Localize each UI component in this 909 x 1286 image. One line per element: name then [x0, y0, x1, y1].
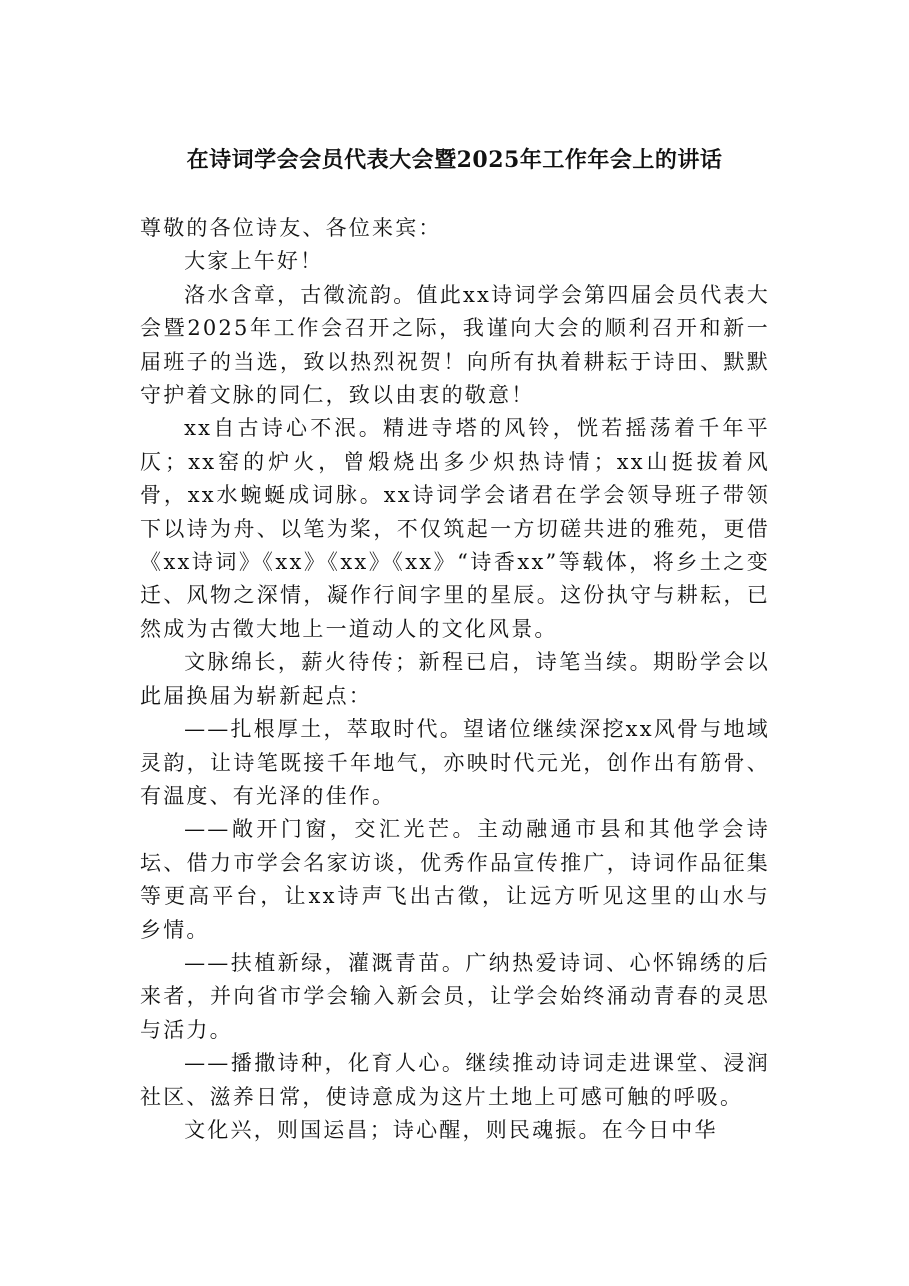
paragraph-point-newcomers: ——扶植新绿，灌溉青苗。广纳热爱诗词、心怀锦绣的后来者，并向省市学会输入新会员，让学会始终涌动青春的灵思与活力。	[140, 950, 770, 1042]
paragraph-closing: 文化兴，则国运昌；诗心醒，则民魂振。在今日中华	[184, 1117, 718, 1142]
paragraph-point-roots: ——扎根厚土，萃取时代。望诸位继续深挖xx风骨与地域灵韵，让诗笔既接千年地气，亦映时代元光，创作出有筋骨、有温度、有光泽的佳作。	[140, 717, 770, 808]
document-body	[140, 212, 770, 1147]
paragraph-point-openness: ——敞开门窗，交汇光芒。主动融通市县和其他学会诗坛、借力市学会名家访谈，优秀作品宣传推广，诗词作品征集等更高平台，让xx诗声飞出古徵，让远方听见这里的山水与乡情。	[140, 817, 770, 942]
paragraph-history: xx自古诗心不泯。精进寺塔的风铃，恍若摇荡着千年平仄；xx窑的炉火，曾煅烧出多少炽热诗情；xx山挺拔着风骨，xx水蜿蜒成词脉。xx诗词学会诸君在学会领导班子带领下以诗为舟、以笔为桨，不仅筑起一方切磋共进的雅苑，更借《xx诗词》《xx》《xx》《xx》“诗香xx”等载体，将乡土之变迁、风物之深情，凝作行间字里的星辰。这份执守与耕耘，已然成为古徵大地上一道动人的文化风景。	[140, 416, 770, 641]
paragraph-point-education: ——播撒诗种，化育人心。继续推动诗词走进课堂、浸润社区、滋养日常，使诗意成为这片土地上可感可触的呼吸。	[140, 1051, 770, 1109]
document-title: 在诗词学会会员代表大会暨2025年工作年会上的讲话	[186, 147, 723, 173]
salutation: 尊敬的各位诗友、各位来宾：	[140, 216, 442, 240]
paragraph-expectation: 文脉绵长，薪火待传；新程已启，诗笔当续。期盼学会以此届换届为崭新起点：	[140, 650, 770, 708]
paragraph-greeting: 大家上午好！	[184, 249, 324, 274]
paragraph-congratulations: 洛水含章，古徵流韵。值此xx诗词学会第四届会员代表大会暨2025年工作会召开之际，我谨向大会的顺利召开和新一届班子的当选，致以热烈祝贺！向所有执着耕耘于诗田、默默守护着文脉的同仁，致以由衷的敬意！	[140, 282, 770, 408]
